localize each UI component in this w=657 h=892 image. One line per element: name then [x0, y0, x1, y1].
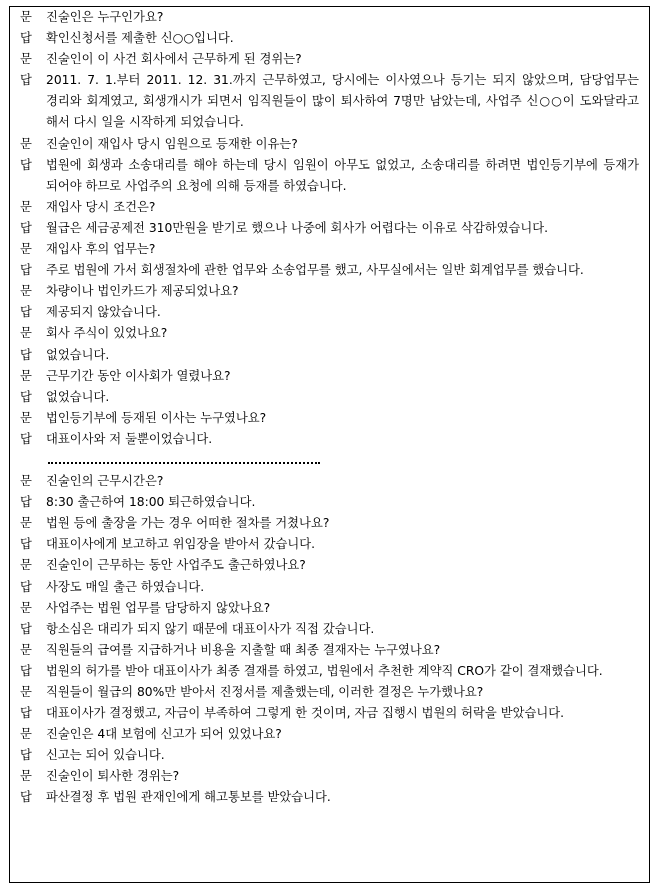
answer-row [10, 218, 649, 239]
answer-text: 신고는 되어 있습니다. [46, 748, 165, 763]
answer-row [10, 577, 649, 598]
question-row [10, 366, 649, 387]
question-label: 문 [20, 10, 32, 24]
answer-text: 법원에 회생과 소송대리를 해야 하는데 당시 임원이 아무도 없었고, 소송대리를 하려면 법인등기부에 등재가 되어야 하므로 사업주의 요청에 의해 등재를 하였습니다. [46, 157, 639, 193]
question-text: 직원들의 급여를 지급하거나 비용을 지출할 때 최종 결재자는 누구였나요? [46, 642, 441, 657]
interview-record [9, 6, 650, 883]
question-row [10, 555, 649, 576]
answer-label: 답 [20, 621, 32, 636]
question-text: 진술인의 근무시간은? [46, 474, 164, 489]
answer-row [10, 429, 649, 450]
answer-row [10, 28, 649, 49]
question-label: 문 [20, 727, 32, 742]
answer-text: 확인신청서를 제출한 신○○입니다. [46, 31, 234, 46]
answer-row [10, 70, 649, 133]
question-row [10, 239, 649, 260]
answer-label: 답 [20, 389, 32, 404]
question-row [10, 323, 649, 344]
answer-label: 답 [20, 305, 32, 320]
question-text: 진술인은 누구인가요? [46, 10, 164, 24]
question-row [10, 640, 649, 661]
question-row [10, 766, 649, 787]
question-text: 차량이나 법인카드가 제공되었나요? [46, 284, 239, 299]
question-label: 문 [20, 284, 32, 299]
question-label: 문 [20, 516, 32, 531]
question-row [10, 471, 649, 492]
question-row [10, 408, 649, 429]
omission-dots [10, 450, 649, 471]
question-label: 문 [20, 136, 32, 151]
question-label: 문 [20, 368, 32, 383]
answer-text: 없었습니다. [46, 389, 110, 404]
question-row [10, 7, 649, 28]
dotted-line [48, 462, 320, 464]
answer-row [10, 661, 649, 682]
answer-row [10, 302, 649, 323]
answer-label: 답 [20, 495, 32, 510]
answer-label: 답 [20, 790, 32, 805]
answer-text: 없었습니다. [46, 347, 110, 362]
answer-text: 법원의 허가를 받아 대표이사가 최종 결재를 하였고, 법원에서 추천한 계약직 CRO가 같이 결재했습니다. [46, 663, 603, 678]
question-text: 진술인이 퇴사한 경위는? [46, 769, 180, 784]
question-label: 문 [20, 685, 32, 699]
question-row [10, 49, 649, 70]
answer-row [10, 387, 649, 408]
answer-row [10, 619, 649, 640]
question-text: 법원 등에 출장을 가는 경우 어떠한 절차를 거쳤나요? [46, 516, 330, 531]
question-text: 진술인이 재입사 당시 임원으로 등재한 이유는? [46, 136, 298, 151]
answer-text: 8:30 출근하여 18:00 퇴근하였습니다. [46, 495, 256, 510]
question-text: 진술인은 4대 보험에 신고가 되어 있었나요? [46, 727, 282, 742]
question-row [10, 682, 649, 703]
answer-row [10, 260, 649, 281]
answer-text: 주로 법원에 가서 회생절차에 관한 업무와 소송업무를 했고, 사무실에서는 일반 회계업무를 했습니다. [46, 263, 584, 278]
answer-label: 답 [20, 431, 32, 446]
answer-text: 대표이사와 저 둘뿐이었습니다. [46, 431, 213, 446]
answer-label: 답 [20, 537, 32, 552]
question-text: 진술인이 근무하는 동안 사업주도 출근하였나요? [46, 558, 306, 573]
question-text: 재입사 당시 조건은? [46, 199, 156, 214]
question-text: 직원들이 월급의 80%만 받아서 진정서를 제출했는데, 이러한 결정은 누가했나요? [46, 685, 484, 699]
question-row [10, 281, 649, 302]
question-label: 문 [20, 242, 32, 257]
answer-label: 답 [20, 663, 32, 678]
answer-row [10, 703, 649, 724]
question-label: 문 [20, 600, 32, 615]
question-label: 문 [20, 474, 32, 489]
question-label: 문 [20, 326, 32, 341]
question-row [10, 598, 649, 619]
question-text: 근무기간 동안 이사회가 열렸나요? [46, 368, 231, 383]
answer-label: 답 [20, 31, 32, 46]
question-label: 문 [20, 410, 32, 425]
question-row [10, 513, 649, 534]
question-label: 문 [20, 642, 32, 657]
answer-label: 답 [20, 748, 32, 763]
question-label: 문 [20, 769, 32, 784]
answer-row [10, 534, 649, 555]
answer-label: 답 [20, 263, 32, 278]
answer-label: 답 [20, 220, 32, 235]
question-row [10, 724, 649, 745]
answer-text: 월급은 세금공제전 310만원을 받기로 했으나 나중에 회사가 어렵다는 이유로 삭감하였습니다. [46, 220, 549, 235]
answer-text: 2011. 7. 1.부터 2011. 12. 31.까지 근무하였고, 당시에는 이사였으나 등기는 되지 않았으며, 담당업무는 경리와 회계였고, 회생개시가 되면서 임직원들이 많이 퇴사하여 7명만 남았는데, 사업주 신○○이 도와달라고 해서 다시 일을 시작하게 되었습니다. [46, 73, 639, 130]
question-text: 회사 주식이 있었나요? [46, 326, 168, 341]
answer-text: 제공되지 않았습니다. [46, 305, 161, 320]
answer-text: 항소심은 대리가 되지 않기 때문에 대표이사가 직접 갔습니다. [46, 621, 375, 636]
answer-row [10, 745, 649, 766]
answer-text: 대표이사에게 보고하고 위임장을 받아서 갔습니다. [46, 537, 315, 552]
question-row [10, 134, 649, 155]
answer-text: 파산결정 후 법원 관재인에게 해고통보를 받았습니다. [46, 790, 331, 805]
question-text: 진술인이 이 사건 회사에서 근무하게 된 경위는? [46, 52, 302, 67]
answer-label: 답 [20, 706, 32, 721]
answer-label: 답 [20, 579, 32, 594]
question-label: 문 [20, 558, 32, 573]
question-label: 문 [20, 199, 32, 214]
question-text: 법인등기부에 등재된 이사는 누구였나요? [46, 410, 267, 425]
answer-label: 답 [20, 73, 32, 88]
question-text: 재입사 후의 업무는? [46, 242, 156, 257]
answer-row [10, 787, 649, 808]
answer-row [10, 492, 649, 513]
answer-text: 사장도 매일 출근 하였습니다. [46, 579, 205, 594]
question-row [10, 197, 649, 218]
answer-text: 대표이사가 결정했고, 자금이 부족하여 그렇게 한 것이며, 자금 집행시 법원의 허락을 받았습니다. [46, 706, 564, 721]
answer-label: 답 [20, 157, 32, 172]
answer-label: 답 [20, 347, 32, 362]
question-text: 사업주는 법원 업무를 담당하지 않았나요? [46, 600, 271, 615]
question-label: 문 [20, 52, 32, 67]
answer-row [10, 155, 649, 197]
answer-row [10, 345, 649, 366]
